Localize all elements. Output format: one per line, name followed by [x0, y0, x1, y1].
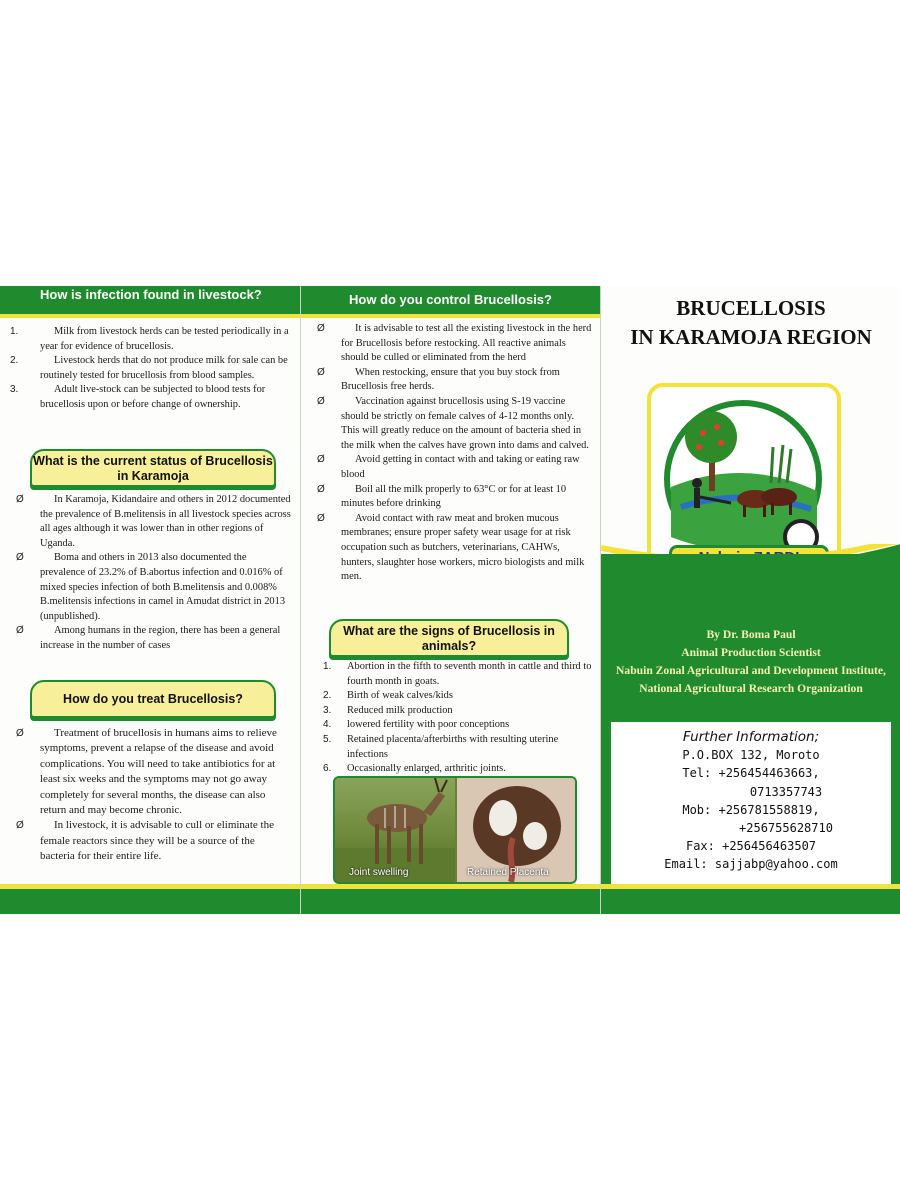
contact-heading: Further Information; — [682, 729, 820, 745]
panel-middle — [300, 286, 600, 914]
panel-left — [0, 286, 300, 914]
list-item: Ø In Karamoja, Kidandaire and others in 2012 documented the prevalence of B.melitensis in all livestock species across all ages although it was lower than in other regions of Uganda. — [16, 494, 291, 549]
contact-box — [611, 722, 891, 886]
status-list — [10, 493, 292, 654]
left-footer-bar — [0, 884, 300, 914]
author-name: By Dr. Boma Paul — [706, 628, 796, 641]
fax-number: Fax: +256456463507 — [685, 839, 817, 854]
joint-swelling-photo — [335, 778, 455, 882]
brochure — [0, 286, 900, 914]
middle-footer-bar — [301, 884, 600, 914]
list-item: Ø Among humans in the region, there has been a general increase in the number of cases — [16, 625, 281, 651]
list-item: 5. Retained placenta/afterbirths with resulting uterine infections — [323, 733, 559, 760]
list-item: Ø Treatment of brucellosis in humans aims to relieve symptoms, prevent a relapse of the disease and avoid complications. You will need to take antibiotics for at least six weeks and the symptoms may not go away completely for several months, the disease can also return and may become chronic. — [16, 727, 277, 817]
list-item: 3. Reduced milk production — [323, 704, 453, 716]
control-list — [311, 322, 593, 585]
middle-header-title: How do you control Brucellosis? — [349, 292, 552, 307]
photo-caption-left: Joint swelling — [349, 867, 409, 878]
author-block — [601, 626, 900, 698]
po-box: P.O.BOX 132, Moroto — [682, 748, 820, 763]
list-item: 1. Milk from livestock herds can be tested periodically in a year for evidence of brucellosis. — [10, 326, 289, 352]
mobile-2: +256755628710 — [739, 821, 833, 836]
list-item: Ø Avoid contact with raw meat and broken mucous membranes; ensure proper safety wear usage for at risk occupation such as butchers, veterinarians, CAHWs, hunters, slaughter hose workers, micro biologists and milk men. — [317, 512, 585, 583]
retained-placenta-photo — [457, 778, 577, 882]
list-item: 6. Occasionally enlarged, arthritic joints. — [323, 763, 506, 775]
right-footer-bar — [601, 884, 900, 914]
telephone-1: Tel: +256454463663, — [682, 766, 820, 781]
institute-name: Nabuin Zonal Agricultural and Development Institute, — [616, 664, 886, 677]
middle-header-bar — [301, 286, 600, 318]
telephone-2: 0713357743 — [749, 784, 823, 799]
list-item: 1. Abortion in the fifth to seventh month in cattle and third to fourth month in goats. — [323, 661, 592, 687]
email-address: Email: sajjabp@yahoo.com — [664, 857, 838, 872]
list-item: Ø Boma and others in 2013 also documented the prevalence of 23.2% of B.abortus infection and 0.016% of mixed species infection of both B.melitensis and 0.008% B.melitensis infections in camel in Amudat district in 2013 (unpublished). — [16, 552, 286, 622]
title-line-1: BRUCELLOSIS — [676, 296, 826, 320]
brochure-title — [601, 294, 900, 352]
left-header-title: How is infection found in livestock? — [40, 287, 262, 302]
left-header-bar — [0, 286, 300, 318]
list-item: Ø In livestock, it is advisable to cull or eliminate the female reactors since they will be a source of the bacteria for their entire life. — [16, 819, 274, 863]
photo-caption-right: Retained Placenta — [467, 867, 549, 878]
list-item: Ø Boil all the milk properly to 63°C or for at least 10 minutes before drinking — [317, 483, 567, 510]
detection-list — [10, 325, 292, 413]
list-item: 2. Birth of weak calves/kids — [323, 690, 453, 702]
signs-heading: What are the signs of Brucellosis in animals? — [329, 619, 569, 657]
signs-list — [311, 660, 593, 777]
list-item: Ø When restocking, ensure that you buy stock from Brucellosis free herds. — [317, 366, 560, 393]
list-item: 2. Livestock herds that do not produce milk for sale can be routinely tested for brucellosis from blood samples. — [10, 355, 288, 381]
panel-cover — [600, 286, 900, 914]
author-role: Animal Production Scientist — [681, 646, 821, 659]
list-item: 3. Adult live-stock can be subjected to blood tests for brucellosis upon or before change of ownership. — [10, 384, 266, 410]
list-item: Ø Avoid getting in contact with and taking or eating raw blood — [317, 454, 580, 480]
treatment-heading: How do you treat Brucellosis? — [30, 680, 276, 718]
signs-photos — [333, 776, 577, 884]
title-line-2: IN KARAMOJA REGION — [630, 325, 872, 349]
list-item: 4. lowered fertility with poor conceptions — [323, 719, 510, 731]
organization-name: National Agricultural Research Organization — [639, 682, 863, 695]
mobile-1: Mob: +256781558819, — [682, 802, 820, 817]
status-heading: What is the current status of Brucellosis in Karamoja — [30, 449, 276, 487]
treatment-list — [10, 726, 292, 865]
list-item: Ø It is advisable to test all the existing livestock in the herd for Brucellosis before restocking. All reactive animals should be culled or eliminated from the herd — [317, 323, 592, 364]
list-item: Ø Vaccination against brucellosis using S-19 vaccine should be strictly on female calves of 4-12 months only. This will greatly reduce on the amount of bacteria shed in the milk when the calves have grown into dams and calved. — [317, 395, 589, 451]
